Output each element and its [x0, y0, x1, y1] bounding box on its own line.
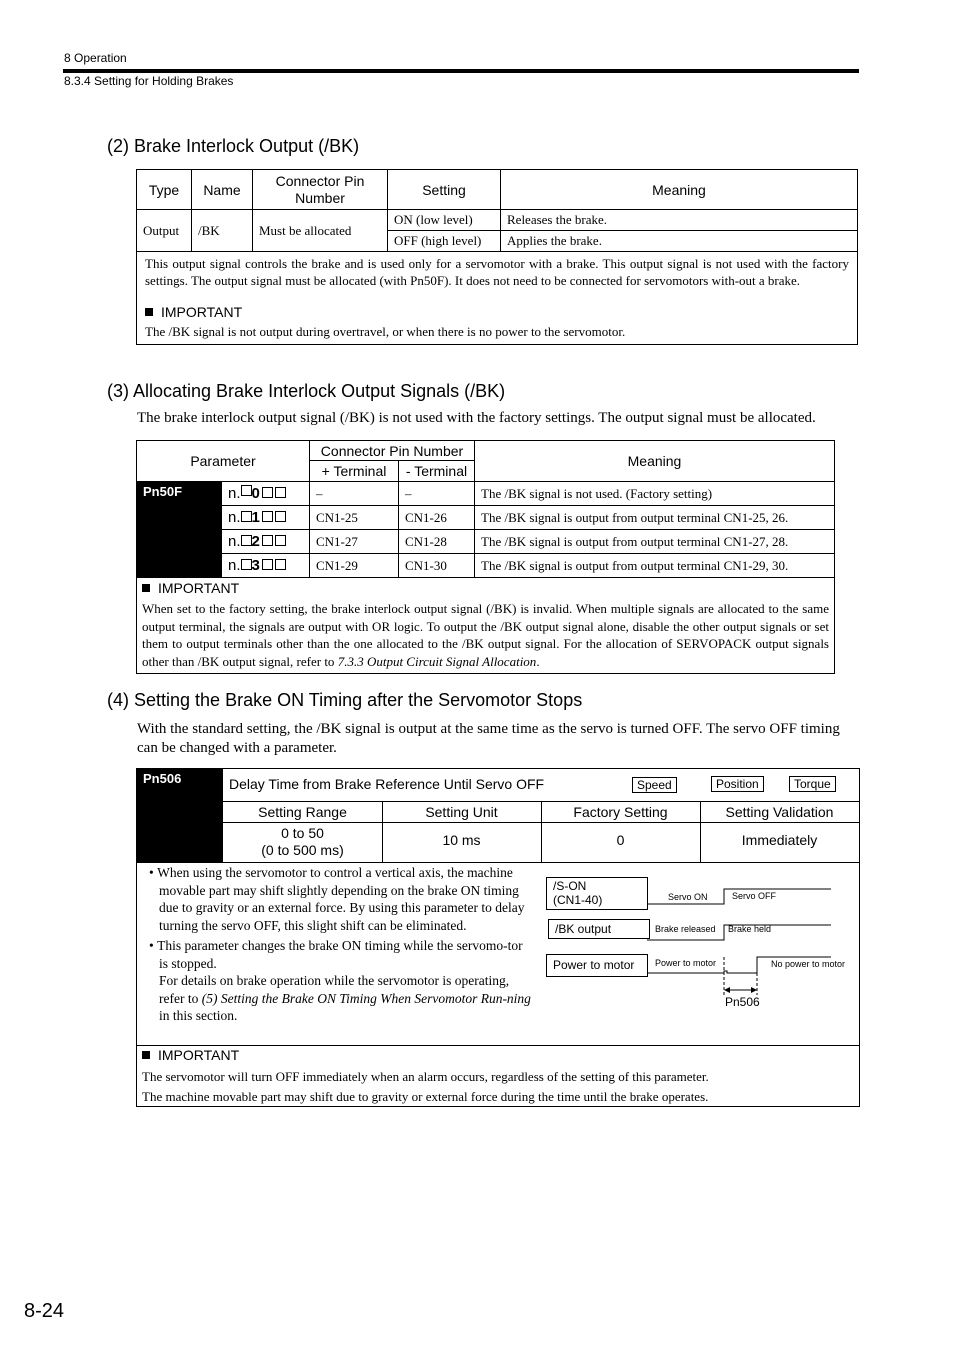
chapter-header: 8 Operation [64, 51, 127, 65]
pn506-notes [149, 864, 534, 1025]
cell-setting-on: ON (low level) [388, 210, 501, 231]
col-connector-pin: Connector Pin Number [310, 441, 475, 461]
label-brake-released: Brake released [655, 924, 716, 934]
meaning-3: The /BK signal is output from output terminal CN1-29, 30. [475, 554, 835, 578]
mode-speed-tag: Speed [632, 777, 677, 793]
bullet-square-icon [145, 308, 153, 316]
bullet-square-icon [142, 584, 150, 592]
col-type: Type [137, 170, 192, 210]
value-setting-validation: Immediately [741, 832, 818, 848]
label-brake-held: Brake held [728, 924, 772, 934]
col-meaning-3: Meaning [475, 441, 835, 482]
cell-meaning-off: Applies the brake. [501, 231, 858, 252]
power-to-motor-box: Power to motor [546, 954, 648, 977]
col-plus-terminal: + Terminal [310, 461, 399, 482]
label-servo-on: Servo ON [668, 892, 708, 902]
param-pn506: Pn506 [137, 769, 223, 862]
meaning-2: The /BK signal is output from output terminal CN1-27, 28. [475, 530, 835, 554]
param-value-2: n. 2 [222, 530, 310, 554]
meaning-0: The /BK signal is not used. (Factory setting) [475, 482, 835, 506]
value-setting-unit: 10 ms [442, 832, 481, 848]
param-pn50f: Pn50F [137, 482, 222, 578]
param-value-3: n. 3 [222, 554, 310, 578]
meaning-1: The /BK signal is output from output terminal CN1-25, 26. [475, 506, 835, 530]
label-servo-off: Servo OFF [732, 891, 777, 901]
bullet-square-icon [142, 1051, 150, 1059]
pn506-block [136, 768, 860, 1107]
section-2-description: This output signal controls the brake and is used only for a servomotor with a brake. This output signal is not used with the factory settings. The output signal must be allocated (with Pn50F). It does not need to be connected for servomotors with-out a brake. [145, 256, 849, 288]
col-factory-setting: Factory Setting [573, 804, 668, 820]
section-2-title: (2) Brake Interlock Output (/BK) [107, 136, 360, 156]
important-box-4: IMPORTANT [142, 1047, 239, 1063]
label-power-to-motor: Power to motor [655, 958, 717, 968]
mode-torque-tag: Torque [789, 776, 836, 792]
important-text-2: The /BK signal is not output during overtravel, or when there is no power to the servomotor. [145, 324, 626, 339]
cell-name: /BK [192, 210, 253, 252]
param-value-0: n. 0 [222, 482, 310, 506]
cell-pin: Must be allocated [253, 210, 388, 252]
important-label: IMPORTANT [161, 304, 243, 320]
plus-1: CN1-25 [310, 506, 399, 530]
minus-0: – [399, 482, 475, 506]
col-name: Name [192, 170, 253, 210]
bullet-2-detail: For details on brake operation while the servomotor is operating, refer to (5) Setting the Brake ON Timing When Servomotor Run-ning in this section. [159, 973, 531, 1023]
section-3-title: (3) Allocating Brake Interlock Output Signals (/BK) [107, 381, 506, 401]
allocation-table [136, 440, 835, 674]
section-header: 8.3.4 Setting for Holding Brakes [64, 74, 234, 88]
cell-meaning-on: Releases the brake. [501, 210, 858, 231]
cell-setting-off: OFF (high level) [388, 231, 501, 252]
plus-0: – [310, 482, 399, 506]
header-rule [63, 69, 859, 73]
col-setting-unit: Setting Unit [425, 804, 498, 820]
minus-2: CN1-28 [399, 530, 475, 554]
important-text-4: The servomotor will turn OFF immediately when an alarm occurs, regardless of the setting of this parameter. The machine movable part may shift due to gravity or external force during the time until the brake operates. [142, 1069, 709, 1104]
label-pn506-delay: Pn506 [725, 995, 760, 1009]
bk-output-box: /BK output [548, 919, 650, 939]
value-factory-setting: 0 [616, 832, 625, 848]
s-on-signal-box: /S-ON (CN1-40) [546, 877, 648, 910]
minus-3: CN1-30 [399, 554, 475, 578]
important-box-3: IMPORTANT [142, 580, 829, 596]
minus-1: CN1-26 [399, 506, 475, 530]
bullet-2: • This parameter changes the brake ON timing while the servomo-tor is stopped. [149, 938, 523, 971]
mode-position-tag: Position [711, 776, 764, 792]
col-setting-range: Setting Range [258, 804, 347, 820]
section-4-intro: With the standard setting, the /BK signal is output at the same time as the servo is turned OFF. The servo OFF timing can be changed with a parameter. [137, 721, 840, 756]
col-setting: Setting [388, 170, 501, 210]
col-pin: Connector Pin Number [253, 170, 388, 210]
col-meaning: Meaning [501, 170, 858, 210]
important-text-3: When set to the factory setting, the brake interlock output signal (/BK) is invalid. When multiple signals are allocated to the same output terminal, the signals are output with OR logic. To output the /BK output signal alone, disable the other output signals or set them to output terminals other than the one allocated to the /BK output signal. For the allocation of SERVOPACK output signals other than /BK output signal, refer to 7.3.3 Output Circuit Signal Allocation. [142, 601, 829, 669]
param-value-1: n. 1 [222, 506, 310, 530]
col-parameter: Parameter [137, 441, 310, 482]
brake-interlock-table [136, 169, 858, 345]
section-4-title: (4) Setting the Brake ON Timing after the Servomotor Stops [107, 690, 583, 710]
col-setting-validation: Setting Validation [725, 804, 834, 820]
page-number: 8-24 [24, 1300, 65, 1322]
value-setting-range: 0 to 50 (0 to 500 ms) [261, 825, 344, 858]
label-no-power: No power to motor [771, 959, 846, 969]
pn506-description: Delay Time from Brake Reference Until Servo OFF [229, 776, 545, 792]
bullet-1: • When using the servomotor to control a vertical axis, the machine movable part may shift slightly depending on the brake ON timing due to gravity or an external force. By using this parameter to delay turning the servo OFF, this slight shift can be eliminated. [149, 865, 525, 933]
important-box-2 [145, 304, 849, 320]
col-minus-terminal: - Terminal [399, 461, 475, 482]
plus-2: CN1-27 [310, 530, 399, 554]
cell-type: Output [137, 210, 192, 252]
plus-3: CN1-29 [310, 554, 399, 578]
section-3-intro: The brake interlock output signal (/BK) is not used with the factory settings. The output signal must be allocated. [137, 410, 816, 426]
